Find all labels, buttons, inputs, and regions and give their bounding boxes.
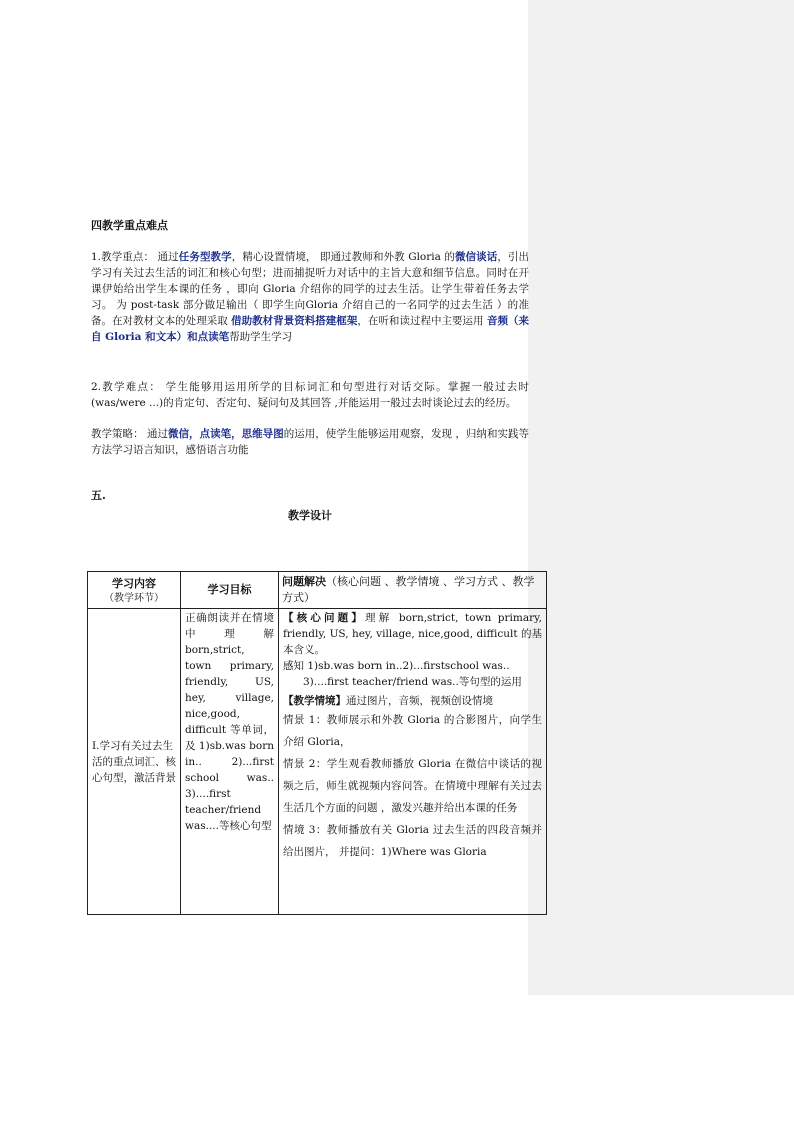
teaching-strategy-paragraph: 教学策略： 通过微信，点读笔，思维导图的运用，使学生能够运用观察，发现 ，归纳和实践等方法学习语言知识，感悟语言功能: [91, 428, 530, 456]
document-body: [91, 218, 529, 534]
table-row: [88, 609, 547, 915]
section-five-label: 五.: [91, 489, 106, 502]
header-problem-solving: 问题解决（核心问题 、教学情境 、学习方式 、教学方式）: [279, 572, 547, 609]
row-problem-solving: 【核心问题】理解 born,strict, town primary, friendly, US, hey, village, nice,good, difficult 的基本含义。 感知 1)sb.was born in..2)...firstschool was.. 3)....first teacher/friend was..等句型的运用 【教学情境】通过图片，音频，视频创设情境 情景 1：教师展示和外教 Gloria 的合影图片，向学生介绍 Gloria， 情景 2：学生观看教师播放 Gloria 在微信中谈话的视频之后，师生就视频内容问答。在情境中理解有关过去生活几个方面的问题 ，激发兴趣并给出本课的任务 情境 3：教师播放有关 Gloria 过去生活的四段音频并给出图片， 并提问：1)Where was Gloria: [279, 609, 547, 915]
section-four-title: 四教学重点难点: [91, 219, 168, 232]
row-learning-goal: 正确朗读并在情境中理解born,strict, town primary, friendly, US, hey, village, nice,good, difficult 等单词，及 1)sb.was born in.. 2)...first school was.. 3)....first teacher/friend was....等核心句型: [181, 609, 279, 915]
teaching-focus-paragraph: 1.教学重点： 通过任务型教学，精心设置情境， 即通过教师和外教 Gloria 的微信谈话，引出学习有关过去生活的词汇和核心句型；进而捕捉听力对话中的主旨大意和细节信息。同时在开课伊始给出学生本课的任务 ，即向 Gloria 介绍你的同学的过去生活。让学生带着任务去学习。 为 post-task 部分做足输出（ 即学生向Gloria 介绍自己的一名同学的过去生活 ）的准备。在对教材文本的处理采取 借助教材背景资料搭建框架，在听和读过程中主要运用 音频（来自 Gloria 和文本）和点读笔帮助学生学习: [91, 251, 530, 343]
teaching-design-table: [87, 571, 547, 915]
comment-pane: [528, 0, 794, 995]
row-learning-content: I.学习有关过去生活的重点词汇、核心句型，激活背景: [88, 609, 181, 915]
header-learning-content: 学习内容 （教学环节）: [88, 572, 181, 609]
teaching-difficulty-paragraph: 2.教学难点： 学生能够用运用所学的目标词汇和句型进行对话交际。掌握一般过去时(was/were ...)的肯定句、否定句、疑问句及其回答 ,并能运用一般过去时谈论过去的经历。: [91, 381, 529, 409]
teaching-design-title: 教学设计: [288, 509, 332, 522]
header-learning-goal: 学习目标: [181, 572, 279, 609]
table-header-row: [88, 572, 547, 609]
